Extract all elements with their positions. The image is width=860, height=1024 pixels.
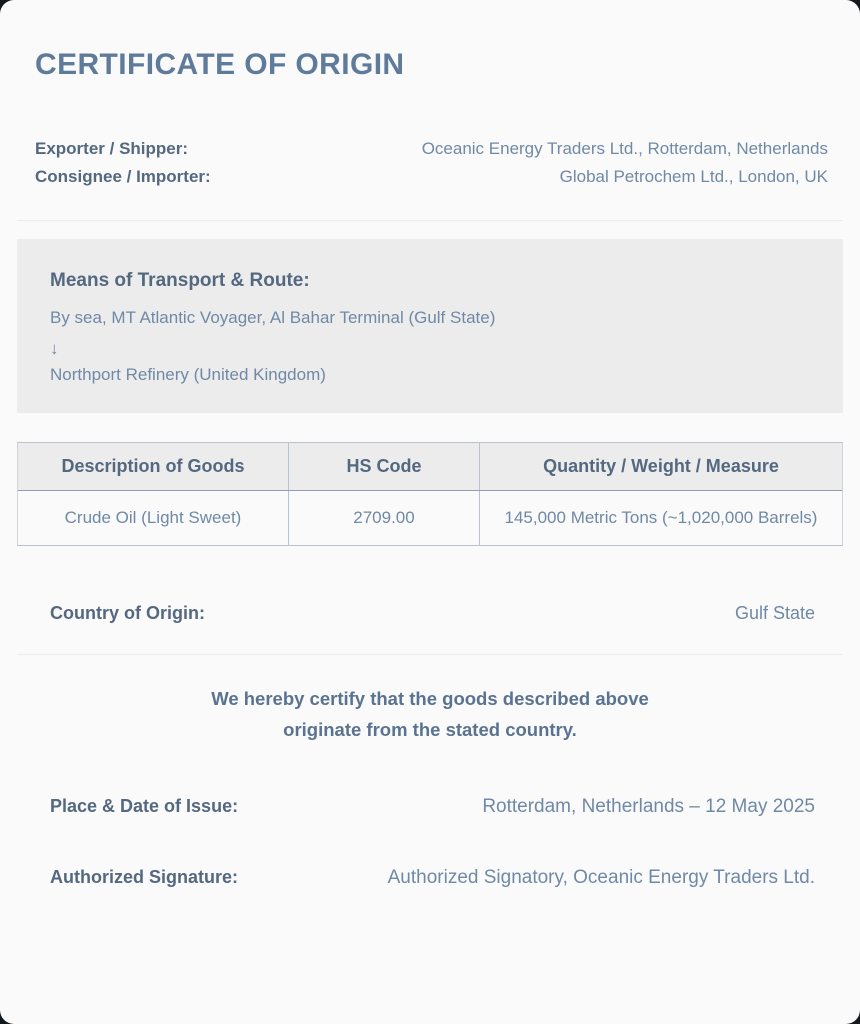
page-title: CERTIFICATE OF ORIGIN	[35, 48, 405, 81]
column-header-hs-code: HS Code	[288, 443, 479, 490]
authorized-signature-label: Authorized Signature:	[50, 867, 238, 887]
column-header-description: Description of Goods	[61, 456, 245, 476]
consignee-row	[35, 163, 828, 191]
certification-statement	[0, 683, 860, 745]
table-row	[18, 491, 842, 545]
parties-section	[35, 135, 828, 191]
authorized-signature-value: Authorized Signatory, Oceanic Energy Traders Ltd.	[387, 867, 815, 888]
exporter-label: Exporter / Shipper:	[35, 139, 189, 158]
transport-route-origin: By sea, MT Atlantic Voyager, Al Bahar Terminal (Gulf State)	[50, 308, 496, 327]
country-of-origin-label: Country of Origin:	[50, 603, 205, 623]
country-of-origin-value: Gulf State	[734, 603, 815, 623]
quantity-cell: 145,000 Metric Tons (~1,020,000 Barrels)	[479, 491, 842, 545]
goods-description-cell: Crude Oil (Light Sweet)	[64, 508, 242, 527]
section-divider	[17, 654, 843, 655]
transport-route-destination: Northport Refinery (United Kingdom)	[50, 365, 326, 384]
transport-section	[17, 239, 843, 413]
goods-table	[17, 442, 843, 546]
consignee-value: Global Petrochem Ltd., London, UK	[559, 167, 828, 186]
goods-table-header	[18, 443, 842, 491]
section-divider	[17, 220, 843, 221]
consignee-label: Consignee / Importer:	[35, 167, 211, 186]
certification-line-2: originate from the stated country.	[283, 719, 577, 740]
transport-heading: Means of Transport & Route:	[50, 270, 310, 291]
place-date-of-issue-value: Rotterdam, Netherlands – 12 May 2025	[482, 796, 815, 817]
exporter-row	[35, 135, 828, 163]
exporter-value: Oceanic Energy Traders Ltd., Rotterdam, Netherlands	[421, 139, 828, 158]
place-date-of-issue-row	[50, 796, 815, 817]
certification-line-1: We hereby certify that the goods described above	[211, 688, 649, 709]
country-of-origin-row	[50, 603, 815, 623]
hs-code-cell: 2709.00	[288, 491, 479, 545]
down-arrow-icon: ↓	[50, 339, 59, 358]
place-date-of-issue-label: Place & Date of Issue:	[50, 796, 239, 816]
authorized-signature-row	[50, 867, 815, 888]
column-header-quantity: Quantity / Weight / Measure	[479, 443, 842, 490]
